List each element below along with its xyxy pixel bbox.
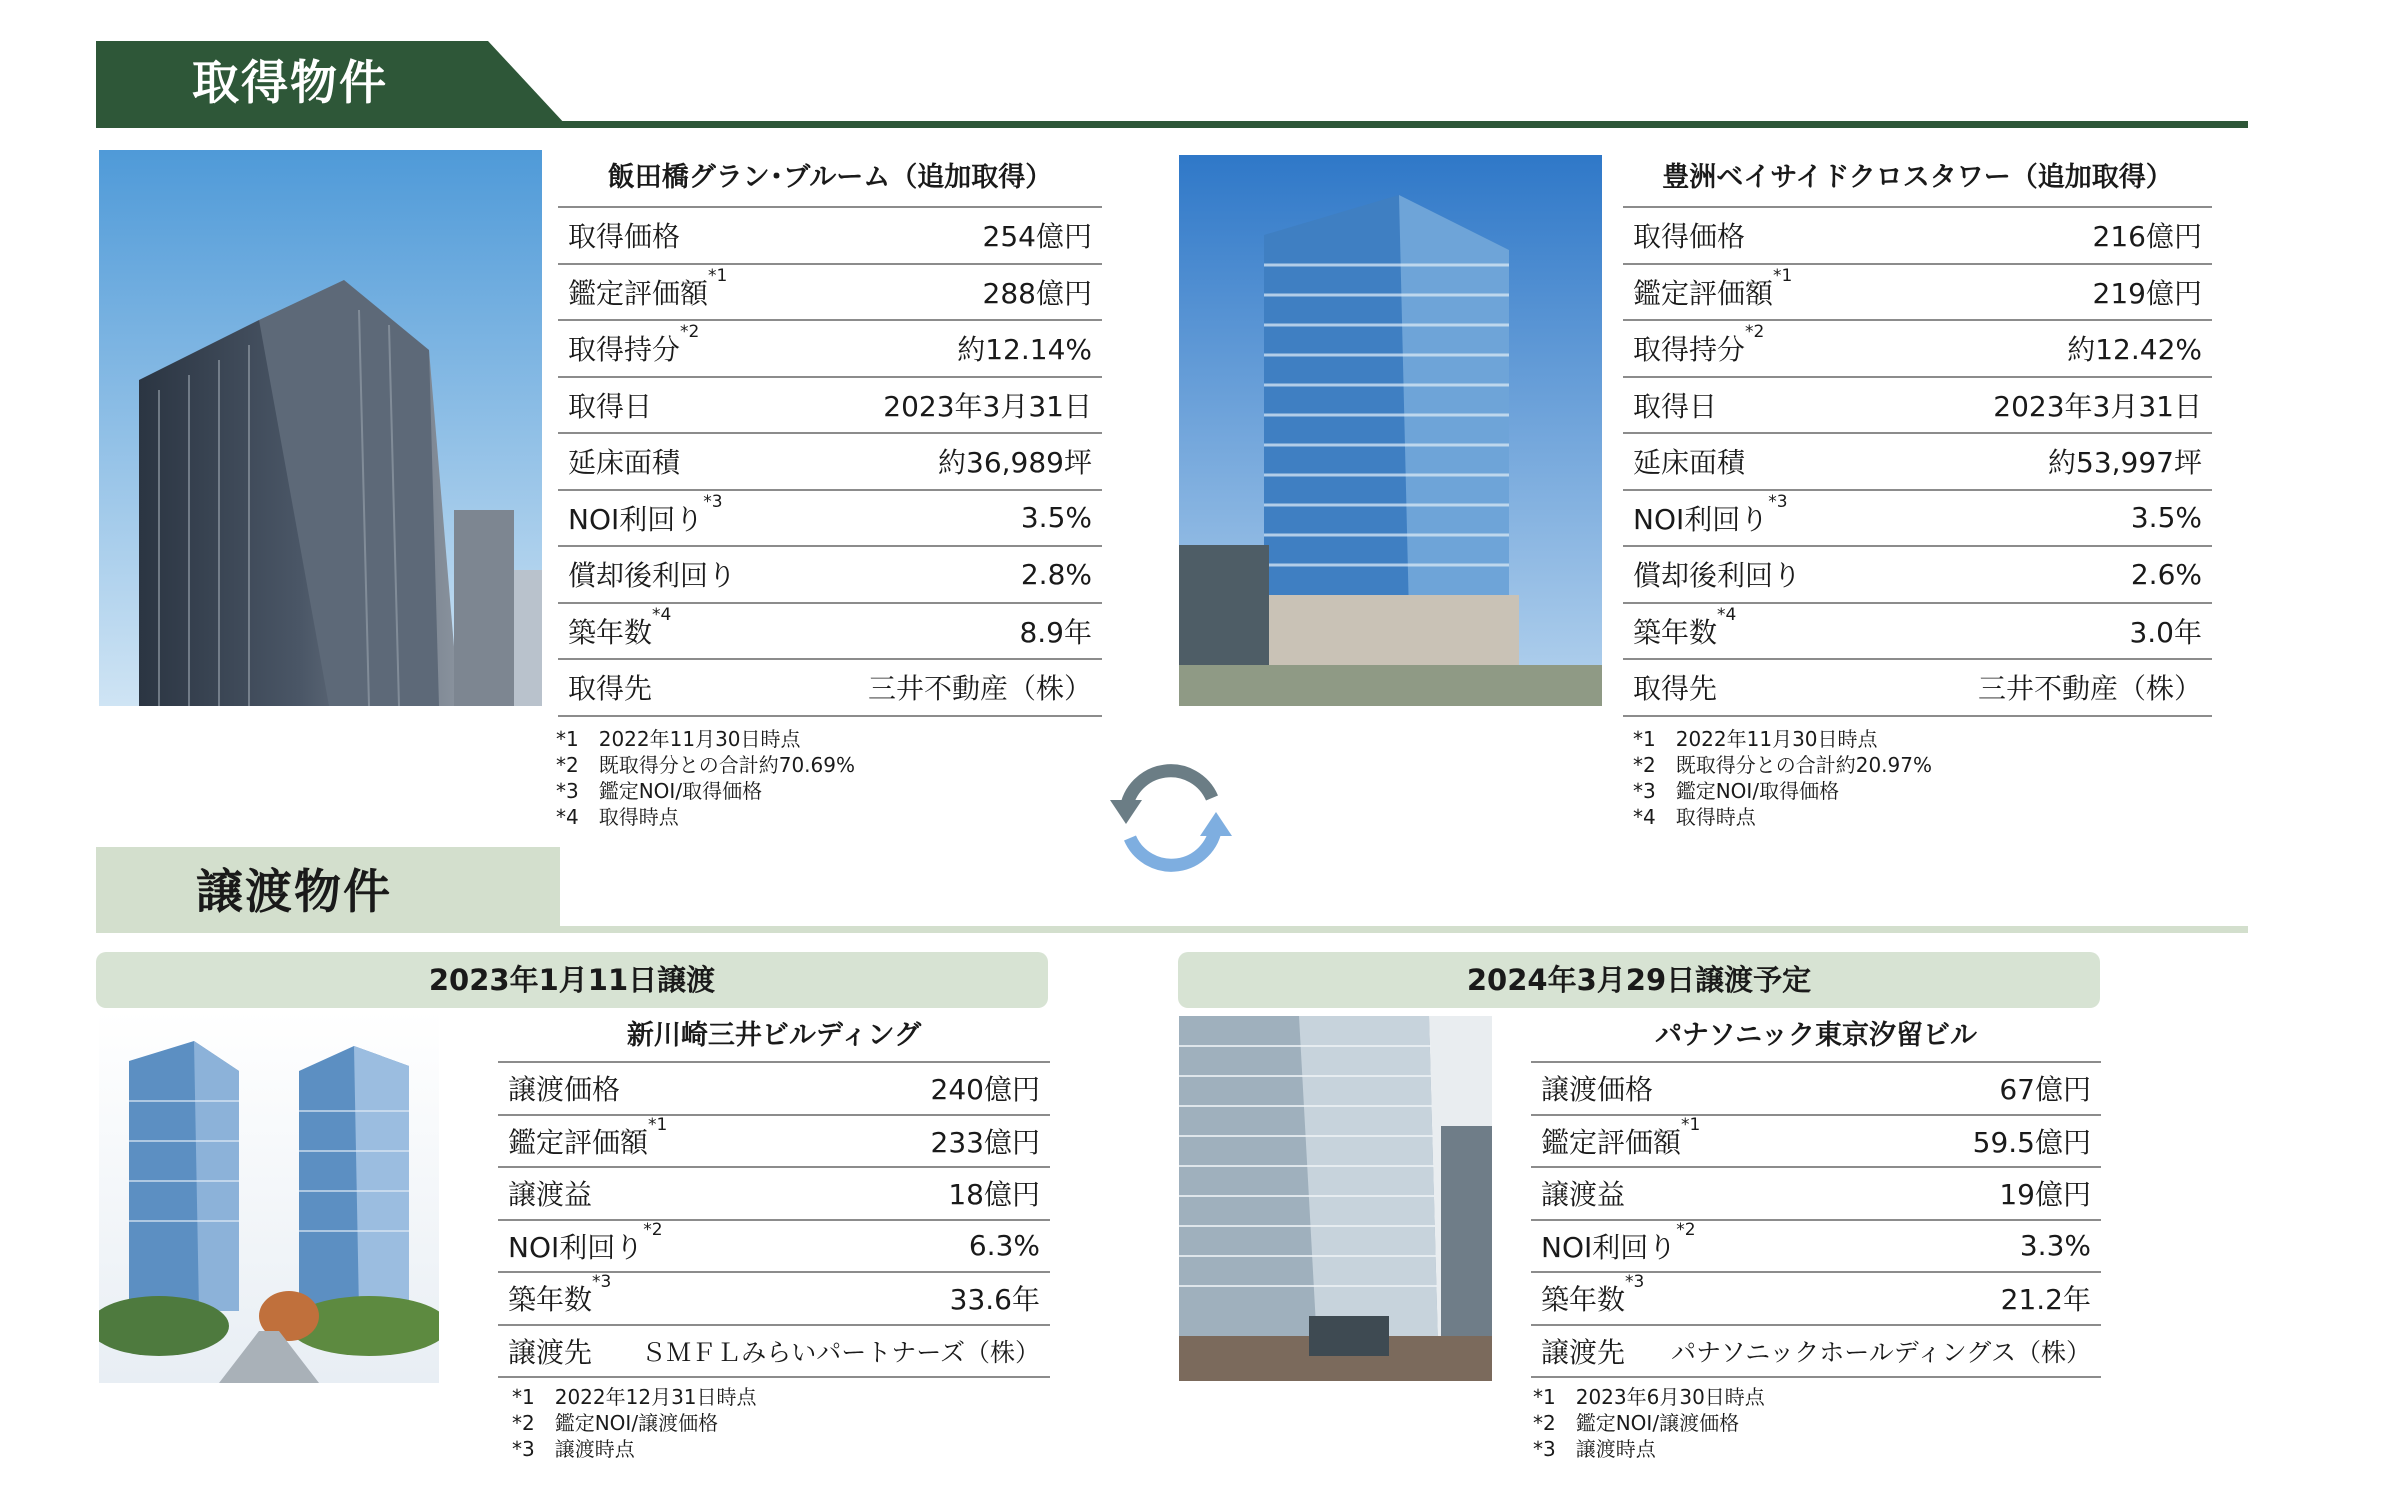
footnote-mark: *1 <box>1681 1114 1701 1135</box>
row-label: 取得価格 <box>1633 220 1746 254</box>
property-name: 豊洲ベイサイドクロスタワー（追加取得） <box>1623 150 2212 208</box>
table-row <box>498 1168 1050 1221</box>
row-label: NOI利回り <box>568 502 704 536</box>
row-label: 譲渡価格 <box>508 1073 621 1107</box>
table-row <box>558 208 1102 265</box>
row-label: 築年数 <box>508 1283 593 1317</box>
row-label: 鑑定評価額 <box>1633 276 1774 310</box>
row-value: 288億円 <box>982 276 1092 310</box>
footnote-mark: *3 <box>1768 491 1788 512</box>
disposition-date-bar: 2023年1月11日譲渡 <box>96 952 1048 1008</box>
table-row <box>1623 547 2212 604</box>
row-label: 鑑定評価額 <box>508 1125 649 1159</box>
table-row <box>558 604 1102 661</box>
row-value: 3.3% <box>2019 1229 2091 1263</box>
row-value: 3.5% <box>2130 501 2202 535</box>
row-label: 築年数 <box>568 615 653 649</box>
row-label: 取得持分 <box>568 333 681 367</box>
row-value: 約12.14% <box>957 333 1092 367</box>
property-photo-toyosu <box>1179 155 1602 706</box>
row-label: 築年数 <box>1541 1283 1626 1317</box>
footnote-mark: *2 <box>643 1219 663 1240</box>
row-value: 33.6年 <box>949 1283 1040 1317</box>
row-label: 延床面積 <box>1633 446 1746 480</box>
row-value: 59.5億円 <box>1972 1125 2091 1159</box>
table-row <box>498 1063 1050 1116</box>
row-label: 鑑定評価額 <box>1541 1125 1682 1159</box>
table-row <box>1623 321 2212 378</box>
row-value: 67億円 <box>1999 1073 2091 1107</box>
row-value: 219億円 <box>2092 276 2202 310</box>
property-photo-iidabashi <box>99 150 542 706</box>
footnote: *3 鑑定NOI/取得価格 <box>1633 779 1840 803</box>
row-label: 取得価格 <box>568 220 681 254</box>
footnote-mark: *3 <box>1625 1272 1645 1293</box>
row-label: 取得先 <box>568 672 653 706</box>
footnotes-panasonic <box>1533 1384 1765 1462</box>
footnote: *1 2022年11月30日時点 <box>556 727 801 751</box>
row-value: パナソニックホールディングス（株） <box>1670 1337 2091 1367</box>
table-row <box>1531 1326 2101 1379</box>
footnote: *2 既取得分との合計約20.97% <box>1633 753 1932 777</box>
disposition-date-bar: 2024年3月29日譲渡予定 <box>1178 952 2100 1008</box>
table-row <box>558 434 1102 491</box>
table-row <box>498 1221 1050 1274</box>
row-value: 254億円 <box>982 220 1092 254</box>
row-label: 鑑定評価額 <box>568 276 709 310</box>
footnote-mark: *4 <box>1717 604 1737 625</box>
property-name: 飯田橋グラン･ブルーム（追加取得） <box>558 150 1102 208</box>
row-value: 233億円 <box>930 1125 1040 1159</box>
row-label: 取得日 <box>1633 389 1718 423</box>
footnote-mark: *1 <box>708 265 728 286</box>
row-value: 6.3% <box>968 1229 1040 1263</box>
property-photo-shinkawasaki <box>99 1011 439 1383</box>
table-row <box>1531 1273 2101 1326</box>
table-row <box>558 547 1102 604</box>
table-row <box>558 660 1102 717</box>
row-label: 譲渡益 <box>1541 1178 1626 1212</box>
row-value: 約53,997坪 <box>2048 446 2202 480</box>
footnote: *1 2023年6月30日時点 <box>1533 1385 1765 1409</box>
footnote-mark: *2 <box>1676 1219 1696 1240</box>
table-row <box>1623 208 2212 265</box>
footnote: *4 取得時点 <box>556 805 679 829</box>
row-value: 19億円 <box>1999 1178 2091 1212</box>
row-label: 築年数 <box>1633 615 1718 649</box>
table-row <box>1531 1063 2101 1116</box>
footnote: *3 譲渡時点 <box>512 1437 635 1461</box>
disposition-header-title: 譲渡物件 <box>196 865 392 920</box>
property-table-shinkawasaki <box>498 1011 1050 1378</box>
row-label: 譲渡先 <box>1541 1335 1626 1369</box>
footnote: *2 鑑定NOI/譲渡価格 <box>512 1411 719 1435</box>
property-table-iidabashi <box>558 150 1102 717</box>
row-value: ＳＭＦＬみらいパートナーズ（株） <box>641 1337 1040 1367</box>
table-row <box>498 1116 1050 1169</box>
row-value: 約36,989坪 <box>938 446 1092 480</box>
footnote: *1 2022年12月31日時点 <box>512 1385 757 1409</box>
row-value: 三井不動産（株） <box>1977 672 2202 706</box>
footnote-mark: *2 <box>1745 322 1765 343</box>
table-row <box>498 1326 1050 1379</box>
footnote-mark: *3 <box>592 1272 612 1293</box>
table-row <box>1623 491 2212 548</box>
table-row <box>1531 1221 2101 1274</box>
row-value: 21.2年 <box>2000 1283 2091 1317</box>
table-row <box>1623 660 2212 717</box>
row-value: 2023年3月31日 <box>1993 389 2202 423</box>
footnote: *1 2022年11月30日時点 <box>1633 727 1878 751</box>
row-label: 償却後利回り <box>568 559 737 593</box>
footnote: *2 鑑定NOI/譲渡価格 <box>1533 1411 1740 1435</box>
row-value: 三井不動産（株） <box>867 672 1092 706</box>
table-row <box>558 265 1102 322</box>
footnote-mark: *4 <box>652 604 672 625</box>
row-label: NOI利回り <box>1541 1230 1677 1264</box>
footnote: *3 鑑定NOI/取得価格 <box>556 779 763 803</box>
row-value: 2023年3月31日 <box>883 389 1092 423</box>
row-value: 8.9年 <box>1019 615 1092 649</box>
footnote-mark: *1 <box>648 1114 668 1135</box>
property-name: パナソニック東京汐留ビル <box>1531 1011 2101 1063</box>
footnotes-toyosu <box>1633 726 1932 830</box>
row-label: 取得先 <box>1633 672 1718 706</box>
row-label: 譲渡先 <box>508 1335 593 1369</box>
row-label: 償却後利回り <box>1633 559 1802 593</box>
row-value: 18億円 <box>948 1178 1040 1212</box>
property-table-panasonic <box>1531 1011 2101 1378</box>
row-value: 240億円 <box>930 1073 1040 1107</box>
property-photo-panasonic <box>1179 1016 1492 1381</box>
table-row <box>1531 1116 2101 1169</box>
table-row <box>558 491 1102 548</box>
footnotes-shinkawasaki <box>512 1384 757 1462</box>
acquisition-header-title: 取得物件 <box>192 56 388 111</box>
table-row <box>1623 434 2212 491</box>
property-table-toyosu <box>1623 150 2212 717</box>
table-row <box>558 321 1102 378</box>
footnote: *2 既取得分との合計約70.69% <box>556 753 855 777</box>
row-value: 2.6% <box>2130 557 2202 591</box>
row-label: 譲渡益 <box>508 1178 593 1212</box>
property-name: 新川崎三井ビルディング <box>498 1011 1050 1063</box>
row-value: 216億円 <box>2092 220 2202 254</box>
footnote: *4 取得時点 <box>1633 805 1756 829</box>
footnote-mark: *2 <box>680 322 700 343</box>
acquisition-header-rule <box>96 121 2248 128</box>
row-label: 延床面積 <box>568 446 681 480</box>
footnote-mark: *1 <box>1773 265 1793 286</box>
row-value: 3.0年 <box>2129 615 2202 649</box>
footnotes-iidabashi <box>556 726 855 830</box>
table-row <box>1623 265 2212 322</box>
row-value: 2.8% <box>1020 557 1092 591</box>
row-label: 取得持分 <box>1633 333 1746 367</box>
footnote-mark: *3 <box>703 491 723 512</box>
row-label: 取得日 <box>568 389 653 423</box>
table-row <box>1531 1168 2101 1221</box>
row-label: NOI利回り <box>508 1230 644 1264</box>
table-row <box>498 1273 1050 1326</box>
table-row <box>1623 604 2212 661</box>
table-row <box>1623 378 2212 435</box>
footnote: *3 譲渡時点 <box>1533 1437 1656 1461</box>
row-value: 約12.42% <box>2067 333 2202 367</box>
disposition-header-rule <box>96 926 2248 933</box>
row-value: 3.5% <box>1020 501 1092 535</box>
table-row <box>558 378 1102 435</box>
row-label: 譲渡価格 <box>1541 1073 1654 1107</box>
row-label: NOI利回り <box>1633 502 1769 536</box>
cycle-arrows-icon <box>1108 758 1234 878</box>
